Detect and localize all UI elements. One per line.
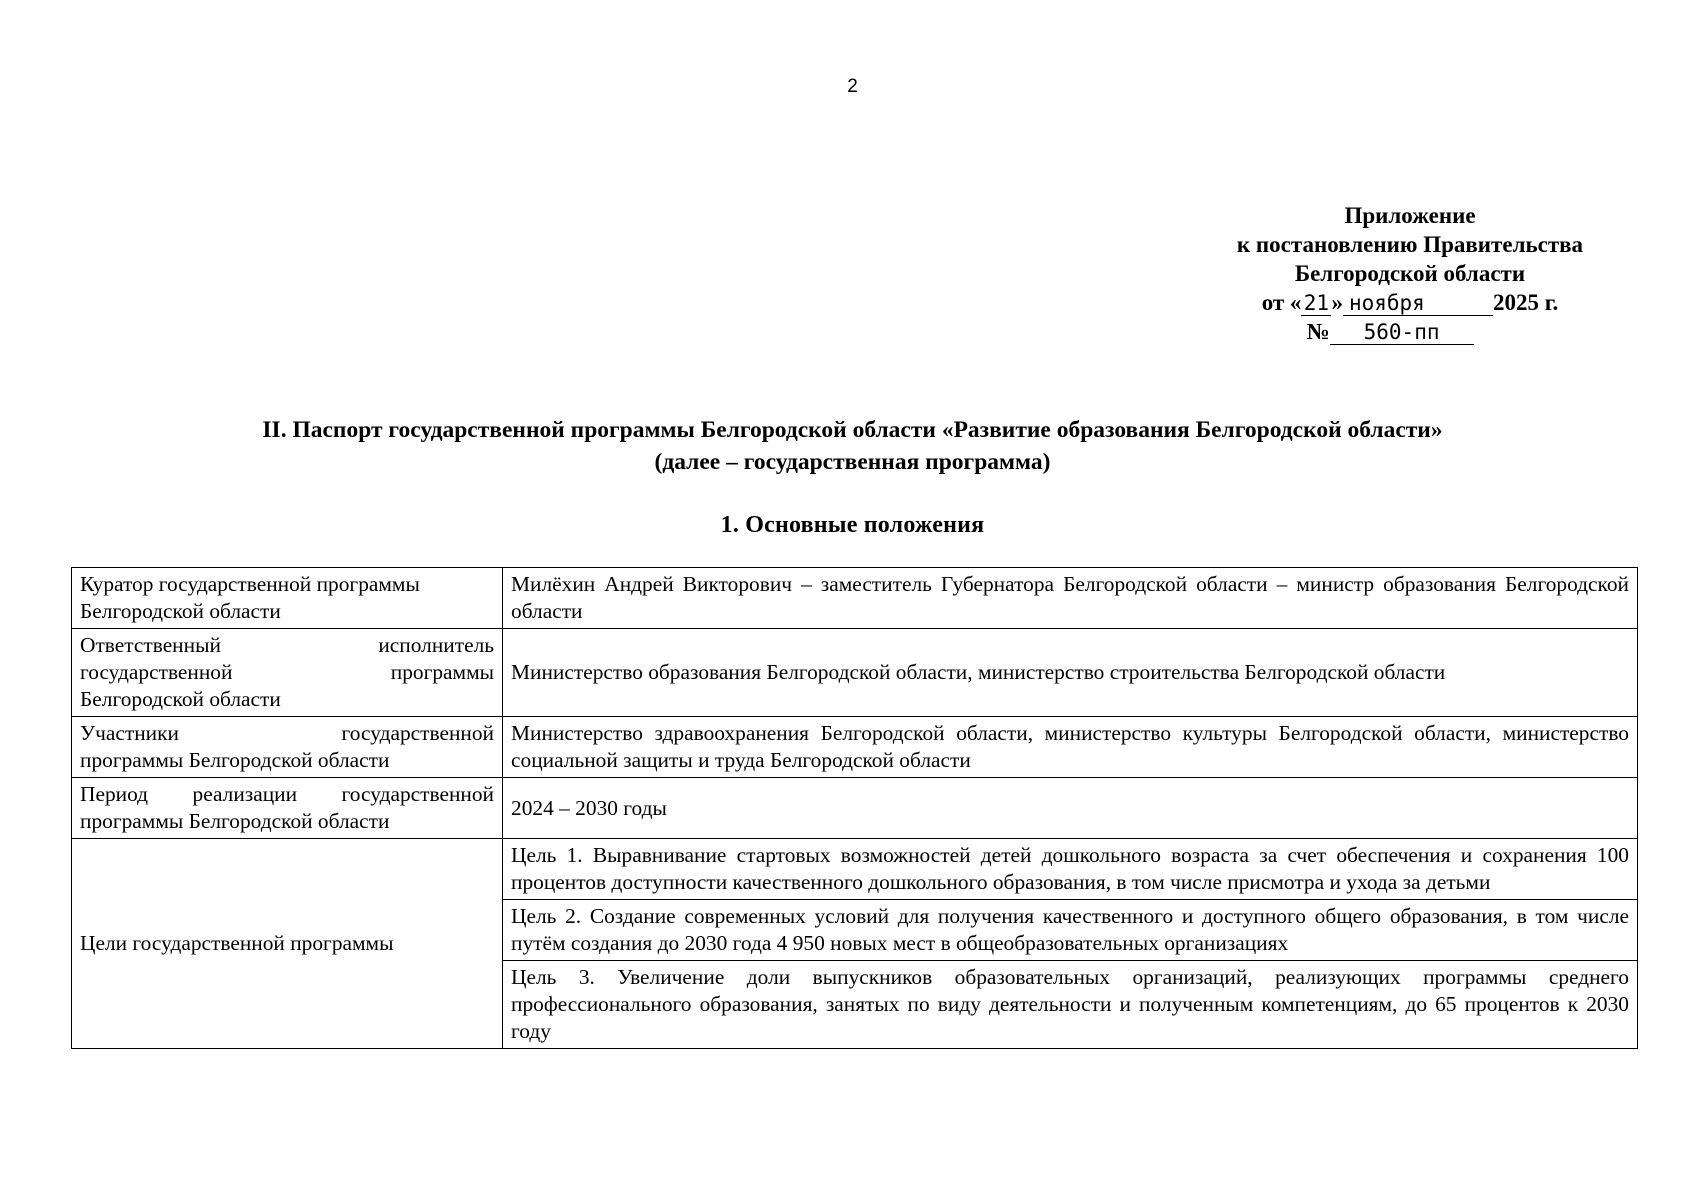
row-label-curator [72,568,503,629]
row-value-executor: Министерство образования Белгородской области, министерство строительства Белгородской области [503,629,1638,717]
goal-2: Цель 2. Создание современных условий для получения качественного и доступного общего образования, в том числе путём создания до 2030 года 4 950 новых мест в общеобразовательных организациях [503,900,1638,961]
row-value-participants: Министерство здравоохранения Белгородской области, министерство культуры Белгородской области, министерство социальной защиты и труда Белгородской области [503,717,1638,778]
document-number: 560-пп [1330,320,1474,345]
label-line: Ответственный исполнитель [80,633,494,657]
section-title: 1. Основные положения [720,512,985,538]
row-label-period [72,778,503,839]
title-line-2: (далее – государственная программа) [654,449,1051,475]
number-prefix: № [1306,319,1330,344]
approval-number-line [1180,317,1640,346]
row-label-goals: Цели государственной программы [72,839,503,1049]
date-mid: » [1331,290,1343,315]
table-row [72,629,1638,717]
row-value-curator: Милёхин Андрей Викторович – заместитель Губернатора Белгородской области – министр образования Белгородской области [503,568,1638,629]
approval-heading: Приложение [1344,203,1476,228]
goal-1: Цель 1. Выравнивание стартовых возможностей детей дошкольного возраста за счет обеспечения и сохранения 100 процентов доступности качественного дошкольного образования, в том числе присмотра и ухода за детьми [503,839,1638,900]
table-row [72,839,1638,900]
label-line: Белгородской области [80,599,281,623]
approval-region: Белгородской области [1294,261,1526,286]
table-row [72,778,1638,839]
table-row [72,568,1638,629]
date-month: ноября [1343,291,1493,316]
approval-date-line [1180,288,1640,317]
date-year: 2025 г. [1492,290,1559,315]
passport-table [71,567,1638,1049]
goal-3: Цель 3. Увеличение доли выпускников образовательных организаций, реализующих программы среднего профессионального образования, занятых по виду деятельности и полученным компетенциям, до 65 процентов к 2030 году [503,961,1638,1049]
row-label-executor [72,629,503,717]
approval-block [1180,201,1640,346]
page-number: 2 [847,76,858,97]
approval-reference: к постановлению Правительства [1236,232,1584,257]
label-line: Белгородской области [80,687,281,711]
document-title [100,414,1605,478]
date-prefix: от « [1261,290,1302,315]
label-line: Период реализации государственной [80,782,494,806]
table-row [72,717,1638,778]
label-line: Участники государственной [80,721,494,745]
date-day: 21 [1301,291,1331,316]
title-line-1: II. Паспорт государственной программы Белгородской области «Развитие образования Белгородской области» [262,417,1443,443]
label-line: государственной программы [80,660,494,684]
row-value-period: 2024 – 2030 годы [503,778,1638,839]
row-label-participants [72,717,503,778]
label-line: программы Белгородской области [80,748,390,772]
label-line: Куратор государственной программы [80,572,420,596]
label-line: программы Белгородской области [80,809,390,833]
